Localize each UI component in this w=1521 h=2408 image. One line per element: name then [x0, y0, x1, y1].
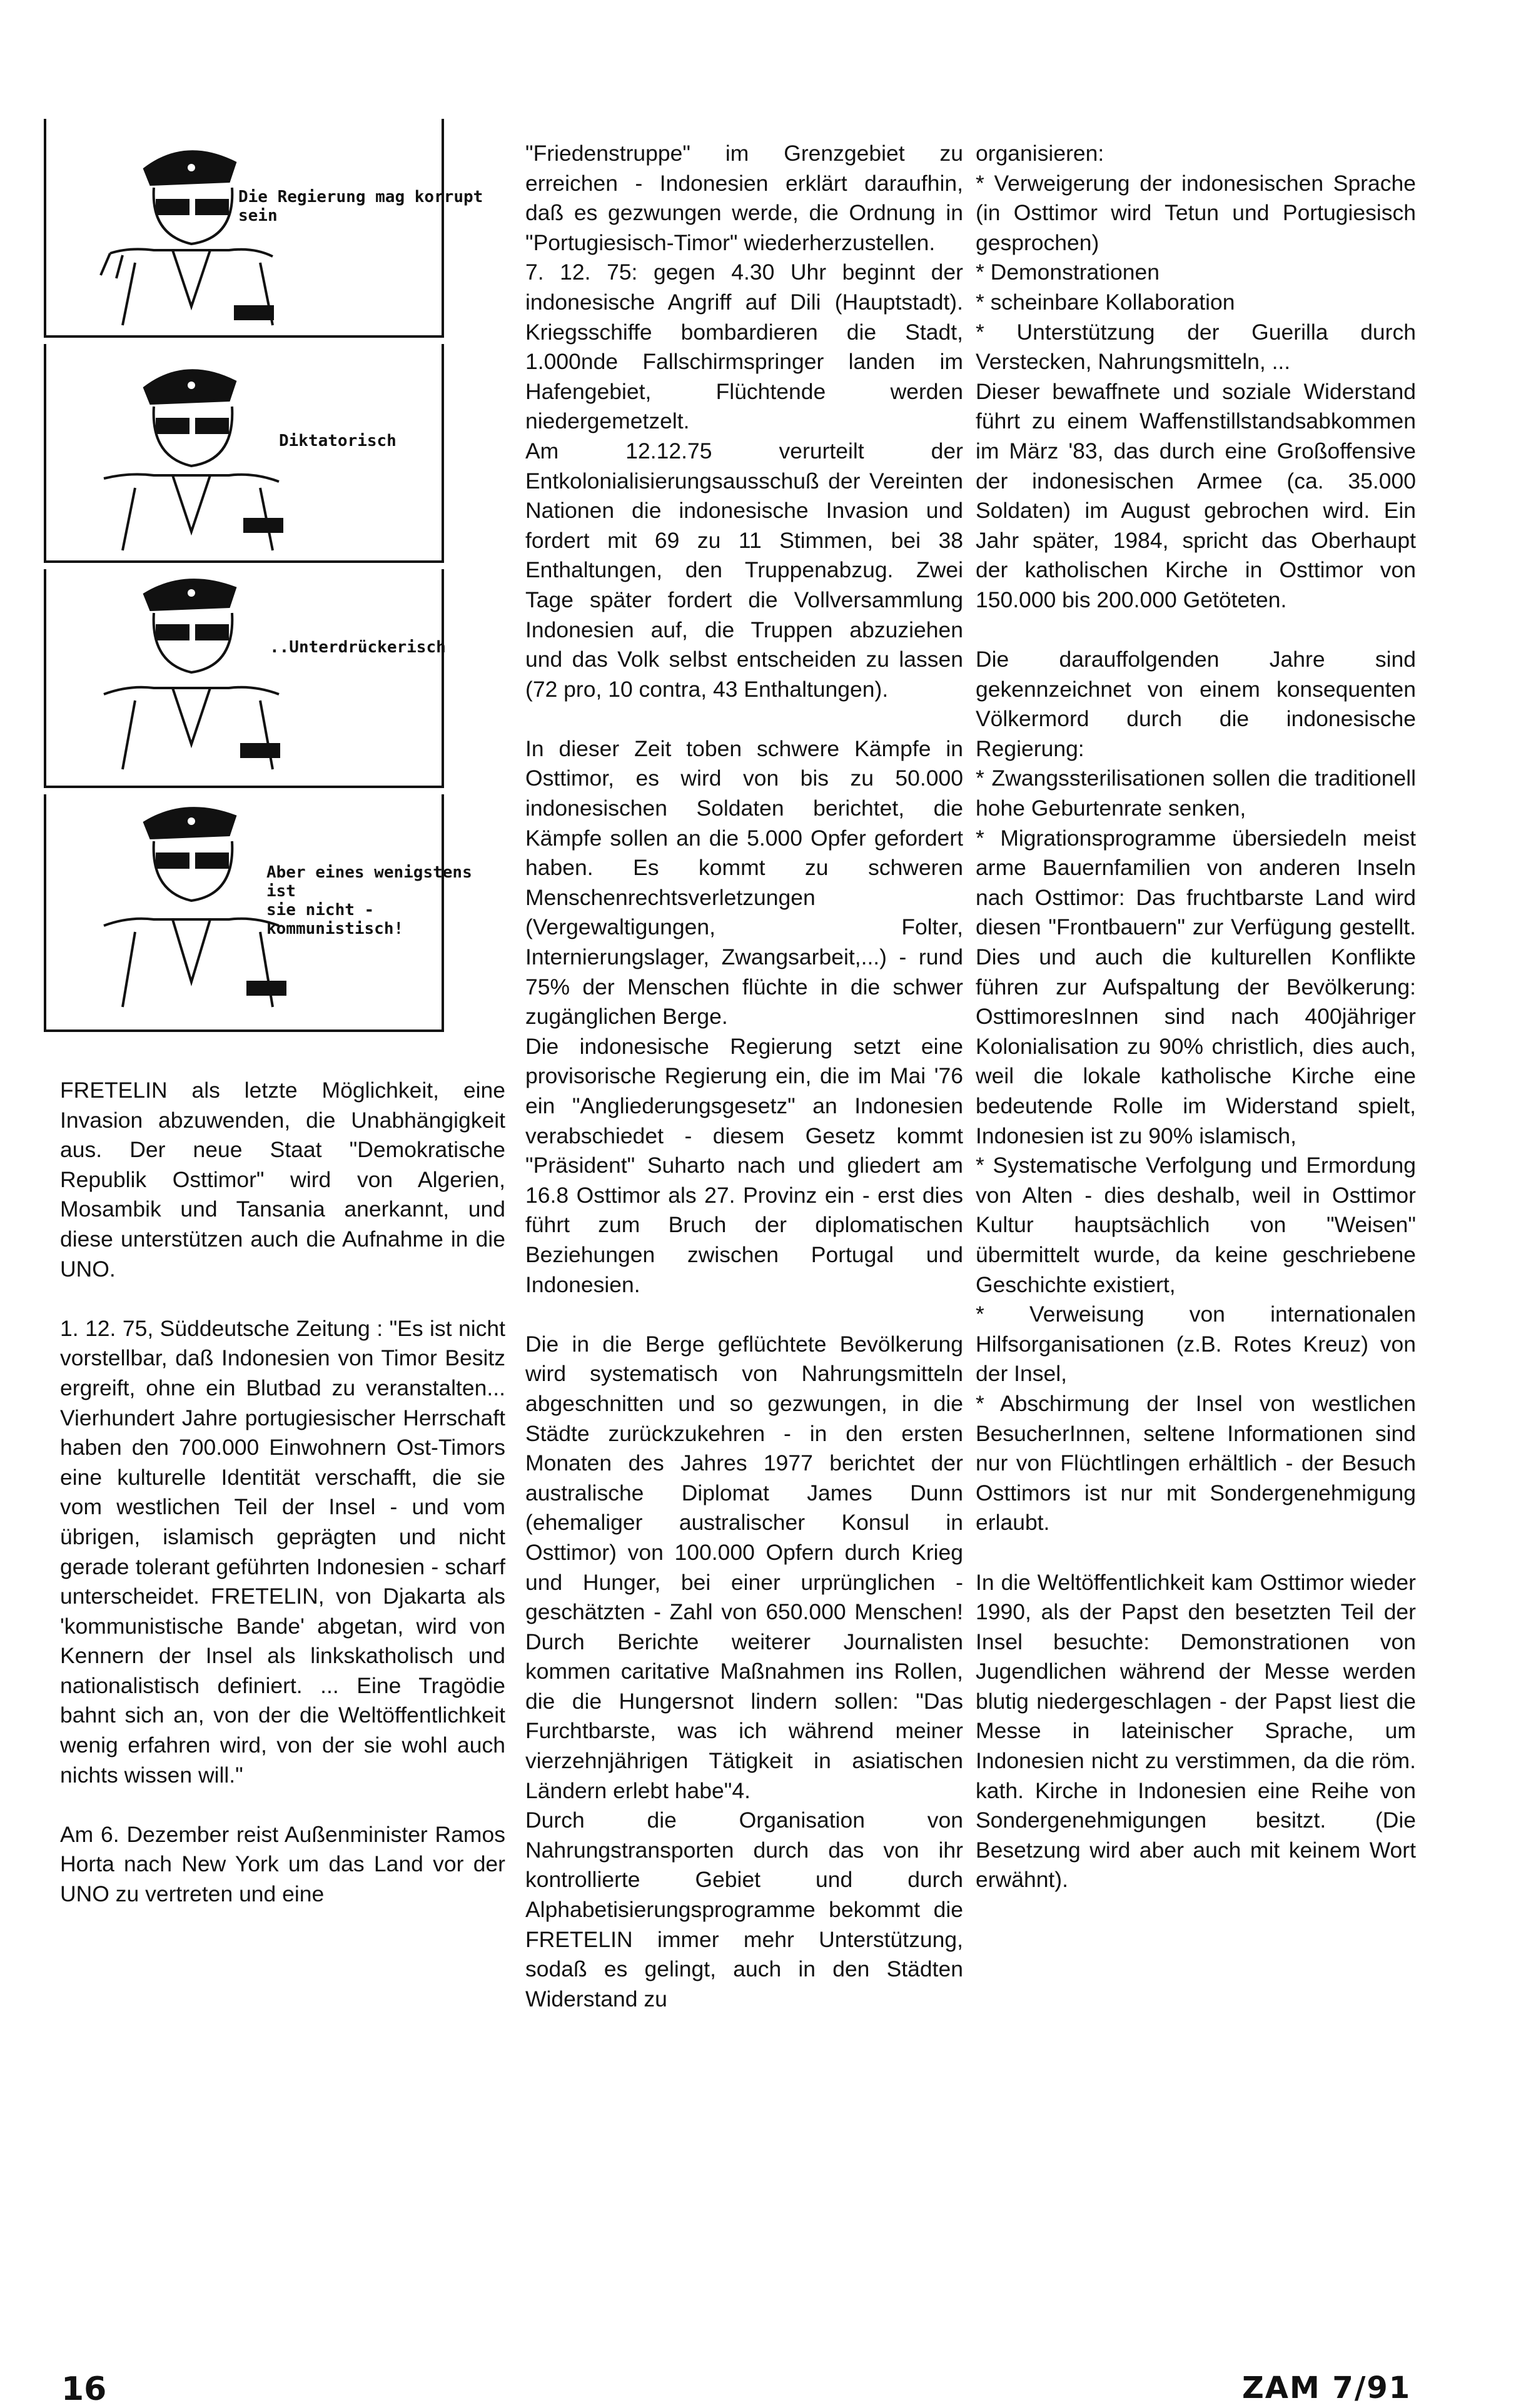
- comic-caption-2: Diktatorisch: [279, 432, 397, 450]
- comic-caption-4: Aber eines wenigstens ist sie nicht - kommunistisch!: [266, 863, 472, 938]
- text-column-1: [60, 1076, 505, 1910]
- paragraph: Dieser bewaffnete und soziale Widerstand führt zu einem Waffenstillstandsabkommen im März '83, das durch eine Großoffensive der indonesischen Armee (ca. 35.000 Soldaten) im August gebrochen wird. Ein Jahr später, 1984, spricht das Oberhaupt der katholischen Kirche in Osttimor von 150.000 bis 200.000 Getöteten.: [976, 378, 1416, 612]
- text-column-2: [525, 139, 963, 2014]
- list-item: * Demonstrationen: [976, 260, 1160, 285]
- paragraph: Die darauffolgenden Jahre sind gekennzeichnet von einem konsequenten Völkermord durch die indonesische Regierung:: [976, 647, 1416, 761]
- list-item: * Unterstützung der Guerilla durch Verstecken, Nahrungsmitteln, ...: [976, 319, 1416, 375]
- list-item: * scheinbare Kollaboration: [976, 289, 1235, 315]
- comic-panel-1: [29, 119, 504, 338]
- paragraph: Durch die Organisation von Nahrungstransporten durch das von ihr kontrollierte Gebiet und durch Alphabetisierungsprogramme bekommt die FRETELIN immer mehr Unterstützung, sodaß es gelingt, auch in den Städten Widerstand zu: [525, 1808, 963, 2011]
- paragraph: 1. 12. 75, Süddeutsche Zeitung : "Es ist nicht vorstellbar, daß Indonesien von Timor Besitz ergreift, ohne ein Blutbad zu veranstalten... Vierhundert Jahre portugiesischer Herrschaft haben den 700.000 Einwohnern Ost-Timors eine kulturelle Identität verschafft, die sie vom westlichen Teil der Insel - und vom übrigen, islamisch geprägten und nicht gerade tolerant geführten Indonesien - scharf unterscheidet. FRETELIN, von Djakarta als 'kommunistische Bande' abgetan, wird von Kennern der Insel als linkskatholisch und nationalistisch definiert. ... Eine Tragödie bahnt sich an, von der die Weltöffentlichkeit wenig erfahren wird, von der sie wohl auch nichts wissen will.": [60, 1315, 505, 1788]
- list-item: * Verweigerung der indonesischen Sprache (in Osttimor wird Tetun und Portugiesisch gesprochen): [976, 170, 1416, 255]
- paragraph: organisieren:: [976, 141, 1104, 166]
- list-item: * Migrationsprogramme übersiedeln meist arme Bauernfamilien von anderen Inseln nach Osttimor: Das fruchtbarste Land wird diesen "Frontbauern" zur Verfügung gestellt. Dies und auch die kulturellen Konflikte führen zur Aufspaltung der Bevölkerung: OsttimoresInnen sind nach 400jähriger Kolonialisation zu 90% christlich, dies auch, weil die lokale katholische Kirche eine bedeutende Rolle im Widerstand spielt, Indonesien ist zu 90% islamisch,: [976, 825, 1416, 1148]
- paragraph: Am 6. Dezember reist Außenminister Ramos Horta nach New York um das Land vor der UNO zu vertreten und eine: [60, 1821, 505, 1907]
- paragraph: "Friedenstruppe" im Grenzgebiet zu erreichen - Indonesien erklärt daraufhin, daß es gezwungen werde, die Ordnung in "Portugiesisch-Timor" wiederherzustellen.: [525, 141, 963, 255]
- paragraph: Am 12.12.75 verurteilt der Entkolonialisierungsausschuß der Vereinten Nationen die indonesische Invasion und fordert mit 69 zu 11 Stimmen, bei 38 Enthaltungen, den Truppenabzug. Zwei Tage später fordert die Vollversammlung Indonesien auf, die Truppen abzuziehen und das Volk selbst entscheiden zu lassen (72 pro, 10 contra, 43 Enthaltungen).: [525, 438, 963, 702]
- comic-strip: [29, 119, 504, 1032]
- paragraph: Die indonesische Regierung setzt eine provisorische Regierung ein, die im Mai '76 ein "Angliederungsgesetz" an Indonesien verabschiedet - diesem Gesetz kommt "Präsident" Suharto nach und gliedert am 16.8 Osttimor als 27. Provinz ein - erst dies führt zum Bruch der diplomatischen Beziehungen zwischen Portugal und Indonesien.: [525, 1033, 963, 1297]
- paragraph: FRETELIN als letzte Möglichkeit, eine Invasion abzuwenden, die Unabhängigkeit aus. Der neue Staat "Demokratische Republik Osttimor" wird von Algerien, Mosambik und Tansania anerkannt, und diese unterstützen auch die Aufnahme in die UNO.: [60, 1078, 505, 1282]
- comic-caption-3: ..Unterdrückerisch: [270, 638, 446, 657]
- soldier-drawing-icon: [29, 569, 504, 788]
- comic-panel-2: [29, 344, 504, 563]
- issue-label: ZAM 7/91: [1242, 2370, 1412, 2405]
- soldier-drawing-icon: [29, 119, 504, 338]
- paragraph: In die Weltöffentlichkeit kam Osttimor wieder 1990, als der Papst den besetzten Teil der Insel besuchte: Demonstrationen von Jugendlichen während der Messe werden blutig niedergeschlagen - der Papst liest die Messe in lateinischer Sprache, um Indonesien nicht zu verstimmen, da die röm. kath. Kirche in Indonesien eine Reihe von Sondergenehmigungen besitzt. (Die Besetzung wird aber auch mit keinem Wort erwähnt).: [976, 1569, 1416, 1893]
- list-item: * Systematische Verfolgung und Ermordung von Alten - dies deshalb, weil in Osttimor Kultur hauptsächlich von "Weisen" übermittelt wurde, da keine geschriebene Geschichte existiert,: [976, 1153, 1416, 1297]
- comic-panel-3: [29, 569, 504, 788]
- text-column-3: [976, 139, 1416, 1895]
- list-item: * Zwangssterilisationen sollen die traditionell hohe Geburtenrate senken,: [976, 766, 1416, 821]
- comic-panel-4: [29, 794, 504, 1032]
- paragraph: In dieser Zeit toben schwere Kämpfe in Osttimor, es wird von bis zu 50.000 indonesischen Soldaten berichtet, die Kämpfe sollen an die 5.000 Opfer gefordert haben. Es kommt zu schweren Menschenrechtsverletzungen (Vergewaltigungen, Folter, Internierungslager, Zwangsarbeit,...) - rund 75% der Menschen flüchte in die schwer zugänglichen Berge.: [525, 736, 963, 1029]
- soldier-drawing-icon: [29, 344, 504, 563]
- page-number: 16: [61, 2370, 107, 2408]
- paragraph: Die in die Berge geflüchtete Bevölkerung wird systematisch von Nahrungsmitteln abgeschnitten und so gezwungen, in die Städte zurückzukehren - in den ersten Monaten des Jahres 1977 berichtet der australische Diplomat James Dunn (ehemaliger australischer Konsul in Osttimor) von 100.000 Opfern durch Krieg und Hunger, bei einer urprünglichen - geschätzten - Zahl von 650.000 Menschen! Durch Berichte weiterer Journalisten kommen caritative Maßnahmen ins Rollen, die die Hungersnot lindern sollen: "Das Furchtbarste, was ich während meiner vierzehnjährigen Tätigkeit in asiatischen Ländern erlebt habe"4.: [525, 1331, 963, 1803]
- list-item: * Verweisung von internationalen Hilfsorganisationen (z.B. Rotes Kreuz) von der Insel,: [976, 1302, 1416, 1387]
- paragraph: 7. 12. 75: gegen 4.30 Uhr beginnt der indonesische Angriff auf Dili (Hauptstadt). Kriegsschiffe bombardieren die Stadt, 1.000nde Fallschirmspringer landen im Hafengebiet, Flüchtende werden niedergemetzelt.: [525, 260, 963, 434]
- list-item: * Abschirmung der Insel von westlichen BesucherInnen, seltene Informationen sind nur von Flüchtlingen erhältlich - der Besuch Osttimors ist nur mit Sondergenehmigung erlaubt.: [976, 1390, 1416, 1535]
- comic-caption-1: Die Regierung mag korrupt sein: [238, 188, 483, 225]
